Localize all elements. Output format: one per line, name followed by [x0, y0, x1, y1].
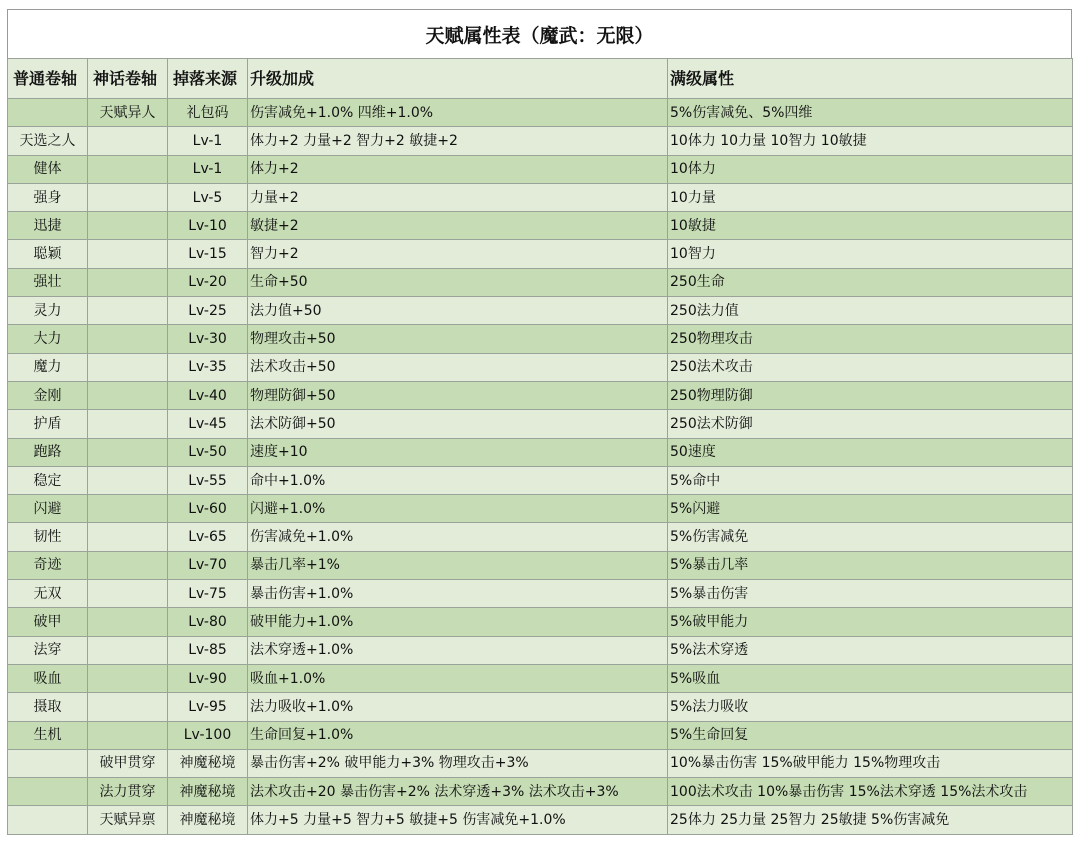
max-attribute-cell: 5%暴击几率 [668, 551, 1073, 579]
attribute-sheet [7, 9, 1072, 835]
table-row [8, 466, 1073, 494]
upgrade-bonus-cell: 法术防御+50 [248, 410, 668, 438]
drop-source-cell: Lv-95 [168, 693, 248, 721]
myth-scroll-cell [88, 381, 168, 409]
drop-source-cell: Lv-40 [168, 381, 248, 409]
table-row [8, 636, 1073, 664]
drop-source-cell: Lv-80 [168, 608, 248, 636]
drop-source-cell: Lv-35 [168, 353, 248, 381]
drop-source-cell: Lv-25 [168, 297, 248, 325]
table-row [8, 551, 1073, 579]
table-row [8, 381, 1073, 409]
drop-source-cell: Lv-20 [168, 268, 248, 296]
myth-scroll-cell [88, 240, 168, 268]
table-row [8, 693, 1073, 721]
upgrade-bonus-cell: 敏捷+2 [248, 212, 668, 240]
drop-source-cell: 礼包码 [168, 99, 248, 127]
col-header-max-attributes: 满级属性 [668, 59, 1073, 99]
upgrade-bonus-cell: 闪避+1.0% [248, 495, 668, 523]
myth-scroll-cell [88, 410, 168, 438]
normal-scroll-cell: 聪颖 [8, 240, 88, 268]
normal-scroll-cell [8, 749, 88, 777]
upgrade-bonus-cell: 智力+2 [248, 240, 668, 268]
max-attribute-cell: 10敏捷 [668, 212, 1073, 240]
table-row [8, 664, 1073, 692]
upgrade-bonus-cell: 速度+10 [248, 438, 668, 466]
header-row [8, 59, 1073, 99]
myth-scroll-cell [88, 155, 168, 183]
normal-scroll-cell: 破甲 [8, 608, 88, 636]
drop-source-cell: 神魔秘境 [168, 749, 248, 777]
table-row [8, 325, 1073, 353]
myth-scroll-cell [88, 551, 168, 579]
max-attribute-cell: 250物理防御 [668, 381, 1073, 409]
drop-source-cell: Lv-65 [168, 523, 248, 551]
normal-scroll-cell: 天选之人 [8, 127, 88, 155]
drop-source-cell: Lv-1 [168, 127, 248, 155]
upgrade-bonus-cell: 吸血+1.0% [248, 664, 668, 692]
table-row [8, 806, 1073, 834]
myth-scroll-cell [88, 438, 168, 466]
myth-scroll-cell [88, 664, 168, 692]
upgrade-bonus-cell: 伤害减免+1.0% [248, 523, 668, 551]
normal-scroll-cell: 韧性 [8, 523, 88, 551]
myth-scroll-cell [88, 127, 168, 155]
myth-scroll-cell [88, 693, 168, 721]
max-attribute-cell: 250法术攻击 [668, 353, 1073, 381]
max-attribute-cell: 250生命 [668, 268, 1073, 296]
drop-source-cell: Lv-1 [168, 155, 248, 183]
drop-source-cell: Lv-15 [168, 240, 248, 268]
myth-scroll-cell [88, 353, 168, 381]
max-attribute-cell: 10%暴击伤害 15%破甲能力 15%物理攻击 [668, 749, 1073, 777]
myth-scroll-cell [88, 495, 168, 523]
normal-scroll-cell: 魔力 [8, 353, 88, 381]
normal-scroll-cell: 跑路 [8, 438, 88, 466]
myth-scroll-cell: 破甲贯穿 [88, 749, 168, 777]
normal-scroll-cell: 稳定 [8, 466, 88, 494]
myth-scroll-cell [88, 608, 168, 636]
normal-scroll-cell: 金刚 [8, 381, 88, 409]
max-attribute-cell: 100法术攻击 10%暴击伤害 15%法术穿透 15%法术攻击 [668, 778, 1073, 806]
myth-scroll-cell: 法力贯穿 [88, 778, 168, 806]
max-attribute-cell: 10体力 [668, 155, 1073, 183]
myth-scroll-cell [88, 183, 168, 211]
max-attribute-cell: 5%吸血 [668, 664, 1073, 692]
table-row [8, 410, 1073, 438]
upgrade-bonus-cell: 暴击几率+1% [248, 551, 668, 579]
table-row [8, 438, 1073, 466]
upgrade-bonus-cell: 暴击伤害+1.0% [248, 580, 668, 608]
upgrade-bonus-cell: 法术穿透+1.0% [248, 636, 668, 664]
upgrade-bonus-cell: 破甲能力+1.0% [248, 608, 668, 636]
max-attribute-cell: 250法术防御 [668, 410, 1073, 438]
upgrade-bonus-cell: 法术攻击+50 [248, 353, 668, 381]
normal-scroll-cell: 护盾 [8, 410, 88, 438]
drop-source-cell: 神魔秘境 [168, 806, 248, 834]
upgrade-bonus-cell: 体力+2 力量+2 智力+2 敏捷+2 [248, 127, 668, 155]
drop-source-cell: Lv-60 [168, 495, 248, 523]
myth-scroll-cell [88, 325, 168, 353]
normal-scroll-cell [8, 806, 88, 834]
normal-scroll-cell: 无双 [8, 580, 88, 608]
drop-source-cell: Lv-30 [168, 325, 248, 353]
normal-scroll-cell [8, 99, 88, 127]
table-row [8, 495, 1073, 523]
col-header-myth-scroll: 神话卷轴 [88, 59, 168, 99]
upgrade-bonus-cell: 体力+2 [248, 155, 668, 183]
upgrade-bonus-cell: 法力值+50 [248, 297, 668, 325]
normal-scroll-cell: 吸血 [8, 664, 88, 692]
drop-source-cell: Lv-10 [168, 212, 248, 240]
normal-scroll-cell: 强壮 [8, 268, 88, 296]
normal-scroll-cell: 摄取 [8, 693, 88, 721]
normal-scroll-cell: 法穿 [8, 636, 88, 664]
myth-scroll-cell [88, 297, 168, 325]
myth-scroll-cell [88, 721, 168, 749]
upgrade-bonus-cell: 生命+50 [248, 268, 668, 296]
max-attribute-cell: 10智力 [668, 240, 1073, 268]
max-attribute-cell: 5%破甲能力 [668, 608, 1073, 636]
max-attribute-cell: 5%命中 [668, 466, 1073, 494]
table-row [8, 353, 1073, 381]
myth-scroll-cell [88, 523, 168, 551]
upgrade-bonus-cell: 命中+1.0% [248, 466, 668, 494]
table-row [8, 778, 1073, 806]
max-attribute-cell: 5%伤害减免、5%四维 [668, 99, 1073, 127]
myth-scroll-cell [88, 466, 168, 494]
col-header-normal-scroll: 普通卷轴 [8, 59, 88, 99]
upgrade-bonus-cell: 法术攻击+20 暴击伤害+2% 法术穿透+3% 法术攻击+3% [248, 778, 668, 806]
normal-scroll-cell: 迅捷 [8, 212, 88, 240]
drop-source-cell: Lv-100 [168, 721, 248, 749]
max-attribute-cell: 5%法术穿透 [668, 636, 1073, 664]
table-row [8, 183, 1073, 211]
normal-scroll-cell: 生机 [8, 721, 88, 749]
upgrade-bonus-cell: 伤害减免+1.0% 四维+1.0% [248, 99, 668, 127]
table-row [8, 127, 1073, 155]
table-row [8, 580, 1073, 608]
upgrade-bonus-cell: 力量+2 [248, 183, 668, 211]
drop-source-cell: 神魔秘境 [168, 778, 248, 806]
upgrade-bonus-cell: 物理攻击+50 [248, 325, 668, 353]
table-row [8, 212, 1073, 240]
myth-scroll-cell [88, 268, 168, 296]
normal-scroll-cell: 灵力 [8, 297, 88, 325]
drop-source-cell: Lv-90 [168, 664, 248, 692]
max-attribute-cell: 5%法力吸收 [668, 693, 1073, 721]
max-attribute-cell: 10力量 [668, 183, 1073, 211]
normal-scroll-cell [8, 778, 88, 806]
table-row [8, 721, 1073, 749]
max-attribute-cell: 50速度 [668, 438, 1073, 466]
max-attribute-cell: 5%生命回复 [668, 721, 1073, 749]
myth-scroll-cell [88, 212, 168, 240]
drop-source-cell: Lv-5 [168, 183, 248, 211]
table-row [8, 155, 1073, 183]
drop-source-cell: Lv-75 [168, 580, 248, 608]
max-attribute-cell: 25体力 25力量 25智力 25敏捷 5%伤害减免 [668, 806, 1073, 834]
myth-scroll-cell: 天赋异禀 [88, 806, 168, 834]
max-attribute-cell: 5%暴击伤害 [668, 580, 1073, 608]
drop-source-cell: Lv-45 [168, 410, 248, 438]
table-row [8, 608, 1073, 636]
myth-scroll-cell [88, 580, 168, 608]
max-attribute-cell: 5%伤害减免 [668, 523, 1073, 551]
talent-table [7, 58, 1073, 835]
col-header-drop-source: 掉落来源 [168, 59, 248, 99]
drop-source-cell: Lv-50 [168, 438, 248, 466]
table-row [8, 749, 1073, 777]
normal-scroll-cell: 奇迹 [8, 551, 88, 579]
upgrade-bonus-cell: 物理防御+50 [248, 381, 668, 409]
max-attribute-cell: 5%闪避 [668, 495, 1073, 523]
drop-source-cell: Lv-85 [168, 636, 248, 664]
upgrade-bonus-cell: 生命回复+1.0% [248, 721, 668, 749]
table-row [8, 297, 1073, 325]
drop-source-cell: Lv-70 [168, 551, 248, 579]
myth-scroll-cell: 天赋异人 [88, 99, 168, 127]
table-title: 天赋属性表（魔武：无限） [7, 9, 1072, 58]
myth-scroll-cell [88, 636, 168, 664]
normal-scroll-cell: 闪避 [8, 495, 88, 523]
normal-scroll-cell: 健体 [8, 155, 88, 183]
table-row [8, 523, 1073, 551]
upgrade-bonus-cell: 暴击伤害+2% 破甲能力+3% 物理攻击+3% [248, 749, 668, 777]
table-row [8, 268, 1073, 296]
max-attribute-cell: 250法力值 [668, 297, 1073, 325]
table-row [8, 99, 1073, 127]
drop-source-cell: Lv-55 [168, 466, 248, 494]
upgrade-bonus-cell: 体力+5 力量+5 智力+5 敏捷+5 伤害减免+1.0% [248, 806, 668, 834]
max-attribute-cell: 10体力 10力量 10智力 10敏捷 [668, 127, 1073, 155]
upgrade-bonus-cell: 法力吸收+1.0% [248, 693, 668, 721]
max-attribute-cell: 250物理攻击 [668, 325, 1073, 353]
col-header-upgrade-bonus: 升级加成 [248, 59, 668, 99]
table-row [8, 240, 1073, 268]
normal-scroll-cell: 强身 [8, 183, 88, 211]
normal-scroll-cell: 大力 [8, 325, 88, 353]
